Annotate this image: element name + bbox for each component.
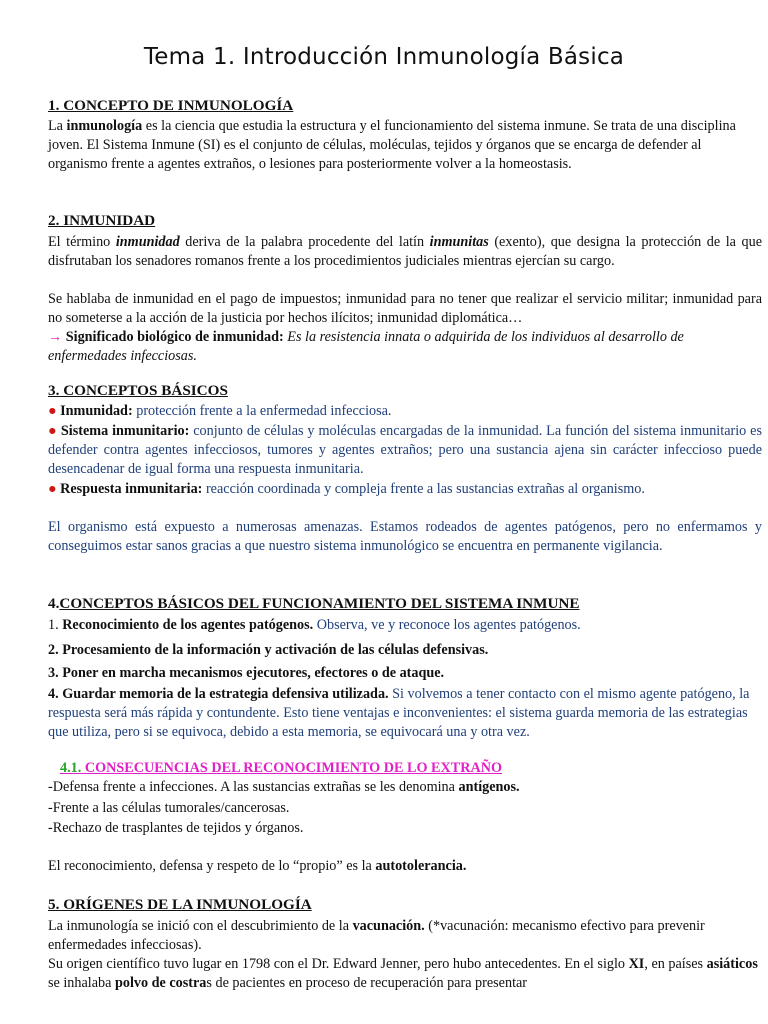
text: El término	[48, 234, 116, 250]
concept-term: Sistema inmunitario:	[56, 423, 190, 439]
consequence-item-2: -Frente a las células tumorales/cancerosas.	[48, 800, 290, 816]
text: deriva de la palabra procedente del latín	[179, 234, 430, 250]
step-text: Si volvemos a tener contacto con el mismo agente patógeno, la respuesta será más rápida y contundente. Esto tiene ventajas e inconvenientes: el sistema guarda memoria de las estrategias que utiliza, pero si se equivoca, debido a esta memoria, se equivocará una y otra vez.	[48, 686, 750, 740]
section-2-heading: 2. INMUNIDAD	[48, 212, 156, 229]
function-step-2: 2. Procesamiento de la información y activación de las células defensivas.	[48, 642, 489, 658]
concept-item-respuesta-inmunitaria	[48, 480, 762, 499]
bullet-icon: ●	[48, 423, 57, 439]
term-polvo-de-costra: polvo de costra	[114, 975, 207, 991]
section-1-paragraph	[48, 117, 762, 174]
text: se inhalaba	[48, 975, 115, 991]
consequence-item-3: -Rechazo de trasplantes de tejidos y órganos.	[48, 820, 304, 836]
section-1-heading: 1. CONCEPTO DE INMUNOLOGÍA	[48, 97, 294, 114]
arrow-right-icon: →	[48, 329, 63, 345]
section-5-paragraph-1	[48, 917, 762, 955]
text: s de pacientes en proceso de recuperación para presentar	[206, 975, 528, 991]
page-title: Tema 1. Introducción Inmunología Básica	[143, 44, 625, 70]
definition-label: Significado biológico de inmunidad:	[62, 329, 284, 345]
section-2-definition	[48, 328, 762, 366]
text: , en países	[644, 956, 707, 972]
term-inmunidad: inmunidad	[115, 234, 180, 250]
function-step-1	[48, 616, 762, 635]
definition-text: Es la resistencia innata o adquirida de los individuos al desarrollo de enfermedades infecciosas.	[48, 329, 684, 364]
subsection-number: 4.1.	[60, 760, 82, 776]
concept-text: reacción coordinada y compleja frente a las sustancias extrañas al organismo.	[202, 481, 645, 497]
term-asiaticos: asiáticos	[706, 956, 758, 972]
concept-text: conjunto de células y moléculas encargadas de la inmunidad. La función del sistema inmunitario es defender contra agentes infecciosos, tumores y agentes extraños; pero una sustancia ajena sin carácter infeccioso puede desencadenar de igual forma una respuesta inmunitaria.	[48, 423, 762, 477]
text: es la ciencia que estudia la estructura y el funcionamiento del sistema inmune. Se trata de una disciplina joven. El Sistema Inmune (SI) es el conjunto de células, moléculas, tejidos y órganos que se encarga de defender al organismo frente a agentes extraños, o lesiones para posteriormente volver a la homeostasis.	[48, 118, 736, 172]
heading-text: CONCEPTOS BÁSICOS DEL FUNCIONAMIENTO DEL SISTEMA INMUNE	[59, 595, 580, 612]
consequence-item-1	[48, 778, 762, 797]
section-4-heading	[48, 594, 762, 613]
concept-text: protección frente a la enfermedad infecciosa.	[132, 403, 392, 419]
section-2-paragraph-1	[48, 233, 762, 271]
term-inmunologia: inmunología	[66, 118, 143, 134]
section-2-paragraph-2: Se hablaba de inmunidad en el pago de impuestos; inmunidad para no tener que realizar el servicio militar; inmunidad para no someterse a la acción de la justicia por hechos ilícitos; inmunidad diplomática…	[48, 291, 762, 326]
text: La	[48, 118, 67, 134]
text: -Defensa frente a infecciones. A las sustancias extrañas se les denomina	[48, 779, 459, 795]
concept-term: Respuesta inmunitaria:	[56, 481, 203, 497]
text: (exento), que designa la protección de la que disfrutaban los senadores romanos frente a los procedimientos judiciales mientras ejercían su cargo.	[48, 234, 762, 269]
term-antigenos: antígenos.	[458, 779, 520, 795]
term-inmunitas: inmunitas	[429, 234, 489, 250]
section-3-heading: 3. CONCEPTOS BÁSICOS	[48, 382, 228, 399]
term-autotolerancia: autotolerancia.	[375, 858, 467, 874]
text: La inmunología se inició con el descubrimiento de la	[48, 918, 353, 934]
section-5-heading: 5. ORÍGENES DE LA INMUNOLOGÍA	[48, 896, 312, 913]
concept-item-sistema-inmunitario	[48, 422, 762, 479]
text: Su origen científico tuvo lugar en 1798 con el Dr. Edward Jenner, pero hubo antecedentes. En el siglo	[48, 956, 629, 972]
section-5-paragraph-2	[48, 955, 762, 993]
step-number: 1.	[48, 617, 59, 633]
concept-item-inmunidad	[48, 402, 762, 421]
step-title: Reconocimiento de los agentes patógenos.	[58, 617, 314, 633]
bullet-icon: ●	[48, 481, 57, 497]
autotolerance-paragraph	[48, 857, 762, 876]
step-title: 4. Guardar memoria de la estrategia defensiva utilizada.	[48, 686, 389, 702]
bullet-icon: ●	[48, 403, 57, 419]
function-step-4	[48, 685, 762, 742]
term-siglo: XI	[628, 956, 645, 972]
subsection-text: CONSECUENCIAS DEL RECONOCIMIENTO DE LO EXTRAÑO	[81, 760, 502, 776]
text: (*vacunación: mecanismo efectivo para prevenir enfermedades infecciosas).	[48, 918, 705, 953]
function-step-3: 3. Poner en marcha mecanismos ejecutores, efectores o de ataque.	[48, 665, 445, 681]
text: El reconocimiento, defensa y respeto de lo “propio” es la	[48, 858, 376, 874]
term-vacunacion: vacunación.	[352, 918, 425, 934]
step-text: Observa, ve y reconoce los agentes patógenos.	[313, 617, 581, 633]
concept-term: Inmunidad:	[56, 403, 133, 419]
section-3-paragraph: El organismo está expuesto a numerosas amenazas. Estamos rodeados de agentes patógenos, pero no enfermamos y conseguimos estar sanos gracias a que nuestro sistema inmunológico se encuentra en permanente vigilancia.	[48, 519, 762, 554]
heading-number: 4.	[48, 595, 60, 612]
subsection-4-1-heading	[60, 759, 768, 778]
